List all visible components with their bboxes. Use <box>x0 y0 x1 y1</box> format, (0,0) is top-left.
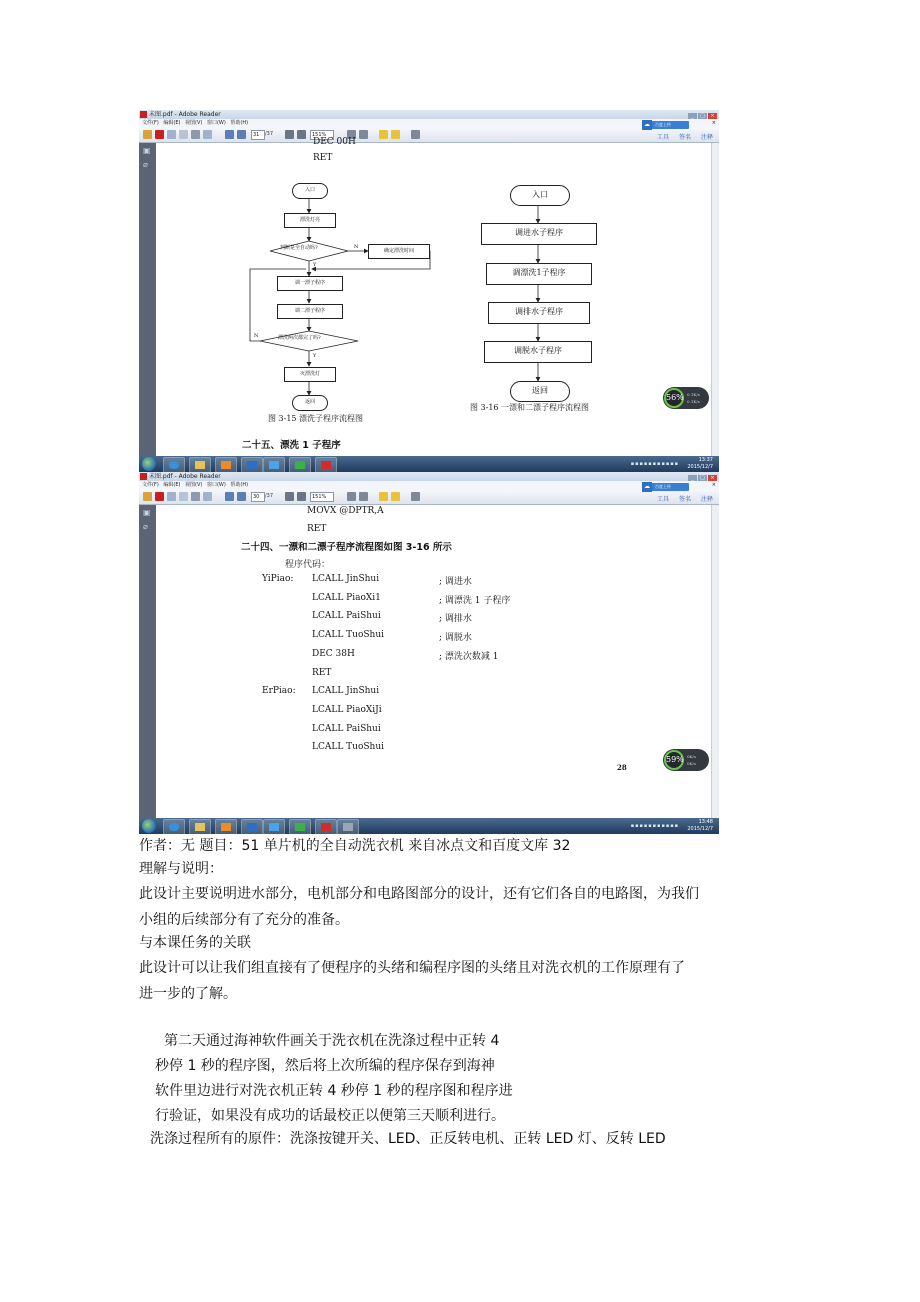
paragraph-line: 秒停 1 秒的程序图，然后将上次所编的程序保存到海神 <box>155 1058 495 1074</box>
taskbar-ie[interactable] <box>163 457 185 473</box>
taskbar-baidu[interactable] <box>263 457 285 473</box>
window-titlebar <box>139 110 719 119</box>
taskbar-media[interactable] <box>215 819 237 835</box>
download-speed: 0K/s <box>687 761 696 766</box>
paragraph-line: 此设计可以让我们组直接有了便程序的头绪和编程序图的头绪且对洗衣机的工作原理有了 <box>139 960 685 976</box>
create-pdf-icon[interactable] <box>155 130 164 139</box>
pages-panel-icon[interactable]: ▣ <box>143 508 151 517</box>
paragraph-line: 行验证，如果没有成功的话最校正以便第三天顺利进行。 <box>155 1108 505 1124</box>
fit-width-icon[interactable] <box>359 492 368 501</box>
flow-process-node: 漂洗灯亮 <box>284 213 336 228</box>
system-tray-icons[interactable]: ▪▪▪▪▪▪▪▪▪▪▪ <box>630 461 679 467</box>
taskbar-media[interactable] <box>215 457 237 473</box>
code-instr: LCALL TuoShui <box>312 742 385 753</box>
menu-window[interactable]: 窗口(W) <box>206 482 226 488</box>
maximize-button[interactable]: □ <box>698 475 707 481</box>
vertical-scrollbar[interactable] <box>711 143 719 457</box>
section-heading: 二十五、漂洗 1 子程序 <box>242 440 341 451</box>
code-intro: 程序代码： <box>285 560 331 570</box>
taskbar-extra[interactable] <box>337 819 359 835</box>
window-title: 未图.pdf - Adobe Reader <box>149 473 221 480</box>
section-heading: 二十四、一漂和二漂子程序流程图如图 3-16 所示 <box>241 542 452 553</box>
expand-icon[interactable] <box>411 492 420 501</box>
menu-file[interactable]: 文件(F) <box>142 482 159 488</box>
cloud-icon: ☁ <box>644 121 650 128</box>
flow-process-node: 调排水子程序 <box>488 302 590 324</box>
vertical-scrollbar[interactable] <box>711 505 719 819</box>
attachments-icon[interactable]: ⌀ <box>143 160 148 169</box>
print-icon[interactable] <box>191 130 200 139</box>
next-page-icon[interactable] <box>237 492 246 501</box>
email-icon[interactable] <box>203 492 212 501</box>
zoom-in-icon[interactable] <box>297 130 306 139</box>
menu-bar <box>139 481 719 489</box>
edit-icon[interactable] <box>167 492 176 501</box>
paragraph-line: 进一步的了解。 <box>139 986 237 1002</box>
figure-caption: 图 3-16 一漂和二漂子程序流程图 <box>470 403 590 412</box>
code-instr: LCALL PaiShui <box>312 611 381 622</box>
flow-branch-yes: Y <box>313 262 317 268</box>
close-button[interactable]: × <box>708 113 717 119</box>
print-icon[interactable] <box>191 492 200 501</box>
highlight-icon[interactable] <box>391 492 400 501</box>
sign-link[interactable]: 签名 <box>678 134 691 141</box>
code-comment: ; 调排水 <box>439 614 472 625</box>
code-label: YiPiao: <box>262 574 294 584</box>
section-label: 理解与说明： <box>139 861 223 877</box>
menu-bar <box>139 119 719 127</box>
flow-process-node: 调进水子程序 <box>481 223 597 245</box>
flow-process-node: 调漂洗1子程序 <box>486 263 592 285</box>
reader-screenshot-1 <box>139 110 719 472</box>
page-number-input[interactable]: 30 <box>251 492 265 502</box>
taskbar-adobe[interactable] <box>315 819 337 835</box>
comment-link[interactable]: 注释 <box>700 134 713 141</box>
cloud-upload-button[interactable]: ☁ 百度上传 <box>643 121 689 129</box>
code-instr: LCALL PiaoXiJi <box>312 704 382 715</box>
network-meter-widget <box>663 387 709 409</box>
open-icon[interactable] <box>143 130 152 139</box>
code-line: RET <box>307 524 327 534</box>
menu-view[interactable]: 视图(V) <box>185 482 203 488</box>
paragraph-line: 第二天通过海神软件画关于洗衣机在洗涤过程中正转 4 <box>164 1033 500 1049</box>
code-instr: LCALL JinShui <box>312 574 380 584</box>
code-comment: ; 漂洗次数减 1 <box>439 651 499 662</box>
comment-icon[interactable] <box>379 492 388 501</box>
document-view <box>156 505 712 819</box>
flow-branch-no: N <box>354 244 359 250</box>
code-instr: LCALL PaiShui <box>312 723 381 734</box>
comment-link[interactable]: 注释 <box>700 496 713 503</box>
taskbar <box>139 818 719 834</box>
email-icon[interactable] <box>203 130 212 139</box>
window-title: 未图.pdf - Adobe Reader <box>149 111 221 118</box>
zoom-select[interactable]: 151% <box>310 492 334 502</box>
menu-edit[interactable]: 编辑(E) <box>163 482 181 488</box>
taskbar-explorer[interactable] <box>189 457 211 473</box>
menu-help[interactable]: 帮助(H) <box>230 120 249 126</box>
flow-process-node: 确定漂洗时间 <box>368 244 430 259</box>
expand-icon[interactable] <box>411 130 420 139</box>
minimize-button[interactable]: _ <box>688 113 697 119</box>
meter-percentage: 56% <box>664 388 684 408</box>
pdf-icon <box>140 473 147 480</box>
code-line: RET <box>313 153 333 163</box>
paragraph-line: 此设计主要说明进水部分，电机部分和电路图部分的设计，还有它们各自的电路图，为我们 <box>139 886 699 902</box>
zoom-out-icon[interactable] <box>285 130 294 139</box>
edit-icon[interactable] <box>167 130 176 139</box>
flow-branch-no: N <box>254 333 259 339</box>
document-close-icon[interactable]: × <box>711 482 716 488</box>
taskbar-app[interactable] <box>241 819 263 835</box>
upload-speed: 0K/s <box>687 754 696 759</box>
code-comment: ; 调进水 <box>439 577 472 587</box>
taskbar-adobe[interactable] <box>315 457 337 473</box>
prev-page-icon[interactable] <box>225 492 234 501</box>
open-icon[interactable] <box>143 492 152 501</box>
start-button[interactable] <box>142 457 156 471</box>
menu-file[interactable]: 文件(F) <box>142 120 159 126</box>
clock: 13:37 2015/12/7 <box>687 457 713 470</box>
code-line: MOVX @DPTR,A <box>307 506 384 516</box>
menu-view[interactable]: 视图(V) <box>185 120 203 126</box>
cloud-upload-button[interactable]: ☁ 百度上传 <box>643 483 689 491</box>
taskbar-app[interactable] <box>241 457 263 473</box>
tools-link[interactable]: 工具 <box>656 134 669 141</box>
flow-branch-yes: Y <box>313 353 317 359</box>
prev-page-icon[interactable] <box>225 130 234 139</box>
network-meter-widget <box>663 749 709 771</box>
start-button[interactable] <box>142 819 156 833</box>
taskbar-ie[interactable] <box>163 819 185 835</box>
download-speed: 0.1K/s <box>687 399 700 404</box>
flow-process-node: 调一漂子程序 <box>277 276 343 291</box>
flow-return-node: 返回 <box>510 381 570 402</box>
system-tray-icons[interactable]: ▪▪▪▪▪▪▪▪▪▪▪ <box>630 823 679 829</box>
taskbar <box>139 456 719 472</box>
section-label: 与本课任务的关联 <box>139 935 251 951</box>
code-comment: ; 调漂洗 1 子程序 <box>439 595 511 606</box>
highlight-icon[interactable] <box>391 130 400 139</box>
code-instr: LCALL PiaoXi1 <box>312 592 381 603</box>
fit-width-icon[interactable] <box>359 130 368 139</box>
zoom-in-icon[interactable] <box>297 492 306 501</box>
flow-decision-label: 判断是全自动吗? <box>280 245 318 251</box>
figure-caption: 图 3-15 漂洗子程序流程图 <box>268 414 364 423</box>
paragraph-line: 洗涤过程所有的原件：洗涤按键开关、LED、正反转电机、正转 LED 灯、反转 LED <box>150 1131 666 1147</box>
save-icon[interactable] <box>179 492 188 501</box>
flow-entry-node: 入口 <box>292 183 328 199</box>
paragraph-line: 小组的后续部分有了充分的准备。 <box>139 912 349 928</box>
navigation-panel <box>139 505 156 819</box>
code-instr: RET <box>312 667 332 678</box>
taskbar-360[interactable] <box>289 819 311 835</box>
document-close-icon[interactable]: × <box>711 120 716 126</box>
zoom-select[interactable]: 151% <box>310 130 334 140</box>
flow-process-node: 灭漂洗灯 <box>284 367 336 382</box>
flow-decision-label: 漂洗两次都完了吗? <box>278 335 321 341</box>
maximize-button[interactable]: □ <box>698 113 707 119</box>
flow-entry-node: 入口 <box>510 185 570 206</box>
document-page-number: 28 <box>617 763 627 772</box>
flowchart-connectors <box>156 143 712 457</box>
page-total: /37 <box>265 131 274 137</box>
paragraph-line: 软件里边进行对洗衣机正转 4 秒停 1 秒的程序图和程序进 <box>155 1083 513 1099</box>
zoom-out-icon[interactable] <box>285 492 294 501</box>
page-number-input[interactable]: 31 <box>251 130 265 140</box>
close-button[interactable]: × <box>708 475 717 481</box>
code-instr: DEC 38H <box>312 648 355 659</box>
cloud-icon: ☁ <box>644 483 650 490</box>
code-comment: ; 调脱水 <box>439 633 472 644</box>
reader-screenshot-2 <box>139 472 719 834</box>
menu-help[interactable]: 帮助(H) <box>230 482 249 488</box>
code-label: ErPiao: <box>262 686 296 697</box>
pages-panel-icon[interactable]: ▣ <box>143 146 151 155</box>
upload-speed: 0.1K/s <box>687 392 700 397</box>
window-titlebar <box>139 472 719 481</box>
code-instr: LCALL JinShui <box>312 686 380 697</box>
menu-edit[interactable]: 编辑(E) <box>163 120 181 126</box>
code-instr: LCALL TuoShui <box>312 630 385 641</box>
meter-percentage: 59% <box>664 750 684 770</box>
navigation-panel <box>139 143 156 457</box>
minimize-button[interactable]: _ <box>688 475 697 481</box>
tools-link[interactable]: 工具 <box>656 496 669 503</box>
flow-process-node: 调脱水子程序 <box>484 341 592 363</box>
taskbar-explorer[interactable] <box>189 819 211 835</box>
flow-return-node: 返回 <box>292 395 328 411</box>
pdf-icon <box>140 111 147 118</box>
taskbar-baidu[interactable] <box>263 819 285 835</box>
comment-icon[interactable] <box>379 130 388 139</box>
create-pdf-icon[interactable] <box>155 492 164 501</box>
save-icon[interactable] <box>179 130 188 139</box>
code-line: DEC 00H <box>313 137 356 147</box>
attachments-icon[interactable]: ⌀ <box>143 522 148 531</box>
menu-window[interactable]: 窗口(W) <box>206 120 226 126</box>
author-title-line: 作者：无 题目：51 单片机的全自动洗衣机 来自冰点文和百度文库 32 <box>139 838 571 854</box>
clock: 13:48 2015/12/7 <box>687 819 713 832</box>
flow-process-node: 调二漂子程序 <box>277 304 343 319</box>
fit-page-icon[interactable] <box>347 492 356 501</box>
sign-link[interactable]: 签名 <box>678 496 691 503</box>
taskbar-360[interactable] <box>289 457 311 473</box>
page-total: /37 <box>265 493 274 499</box>
next-page-icon[interactable] <box>237 130 246 139</box>
